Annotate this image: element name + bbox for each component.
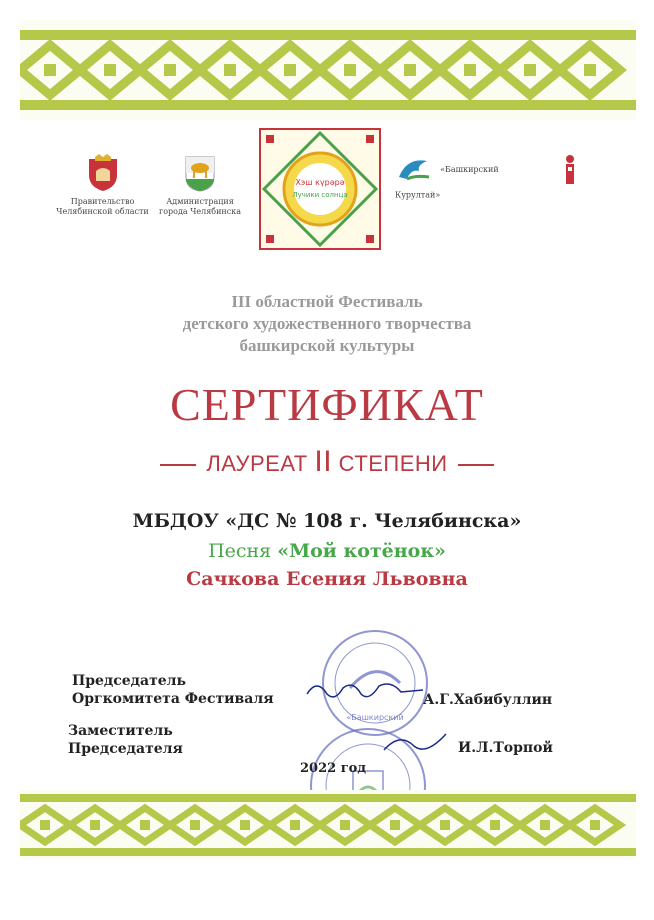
song-line: [0, 540, 654, 562]
festival-heading-line3: башкирской культуры: [239, 336, 415, 355]
chelyabinsk-city-logo: [150, 153, 250, 217]
year: 2022 год: [300, 761, 367, 776]
festival-top-text: Хэш күрәрә: [295, 178, 345, 187]
chelyabinsk-region-logo: [55, 153, 150, 217]
song-label: Песня: [208, 540, 272, 562]
admin-caption-2: города Челябинска: [159, 207, 241, 216]
second-signature: [380, 728, 450, 758]
deputy-name: И.Л.Торпой: [458, 740, 553, 756]
stamp-text: «Башкирский: [346, 713, 404, 722]
chair-line2: Оргкомитета Фестиваля: [72, 691, 274, 707]
kurultai-logo: [395, 155, 535, 204]
bird-icon: [395, 155, 435, 185]
city-emblem-icon: [180, 153, 220, 193]
figure-icon: [561, 153, 579, 189]
degree-number: II: [314, 445, 333, 478]
admin-caption-1: Администрация: [166, 197, 234, 206]
gov-caption-1: Правительство: [70, 197, 135, 206]
festival-heading-line2: детского художественного творчества: [182, 314, 472, 333]
coat-of-arms-icon: [85, 153, 121, 193]
handwritten-signature: [305, 676, 425, 706]
festival-logo: [258, 127, 382, 251]
logos-row: [0, 125, 654, 275]
festival-bottom-text: Лучики солнца: [292, 191, 348, 199]
degree-label: СТЕПЕНИ: [338, 451, 448, 476]
deputy-line2: Председателя: [68, 741, 183, 757]
gov-caption-2: Челябинской области: [56, 207, 149, 216]
recipient-name: Сачкова Есения Львовна: [186, 568, 468, 590]
festival-heading-line1: III областной Фестиваль: [231, 292, 423, 311]
song-title: «Мой котёнок»: [277, 540, 446, 562]
left-dash: [160, 464, 196, 466]
chair-name: А.Г.Хабибуллин: [423, 692, 553, 708]
deputy-line1: Заместитель: [68, 723, 173, 739]
right-dash: [458, 464, 494, 466]
laureate-label: ЛАУРЕАТ: [206, 451, 308, 476]
certificate-title: СЕРТИФИКАТ: [170, 379, 484, 430]
laureate-degree: [0, 445, 654, 479]
chair-title: [72, 672, 274, 708]
bottom-ornament-band: [20, 790, 636, 860]
chair-line1: Председатель: [72, 673, 187, 689]
russian-red-cross-logo: [540, 153, 600, 193]
festival-emblem-icon: [258, 127, 382, 251]
top-ornament-band: [20, 20, 636, 120]
deputy-title: [68, 722, 183, 758]
organization-name: МБДОУ «ДС № 108 г. Челябинска»: [132, 510, 522, 532]
kurultai-caption: «Башкирский Курултай»: [395, 165, 499, 200]
